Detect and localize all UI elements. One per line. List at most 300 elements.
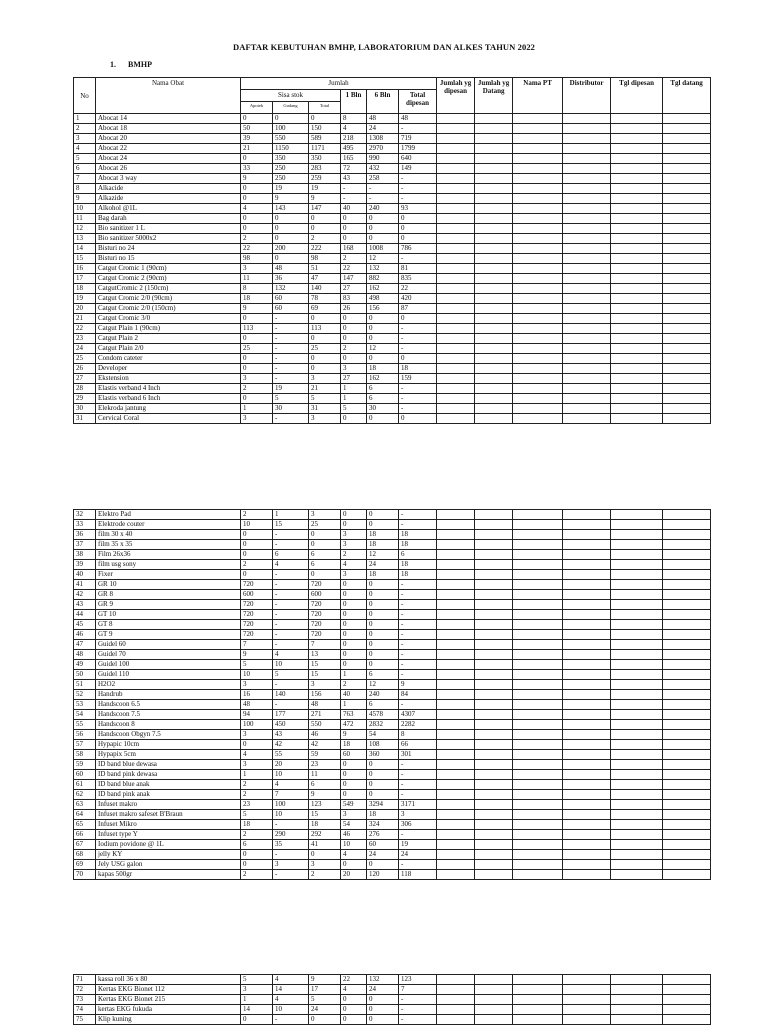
cell-tgl-datang (663, 600, 711, 610)
cell-1-bln: 0 (341, 610, 367, 620)
cell-distributor (563, 374, 611, 384)
cell-total: 0 (309, 334, 341, 344)
table-row (74, 184, 711, 194)
cell-no: 74 (74, 1005, 96, 1015)
cell-apotek: 5 (241, 810, 273, 820)
cell-total: 2 (309, 870, 341, 880)
cell-total-dipesan: 0 (399, 224, 437, 234)
table-row (74, 680, 711, 690)
cell-gudang: 9 (273, 194, 309, 204)
cell-jumlah-datang (475, 184, 513, 194)
cell-jumlah-datang (475, 640, 513, 650)
cell-total: 25 (309, 520, 341, 530)
cell-total-dipesan: 640 (399, 154, 437, 164)
cell-tgl-dipesan (611, 204, 663, 214)
cell-jumlah-datang (475, 780, 513, 790)
table-row (74, 214, 711, 224)
cell-total-dipesan: 420 (399, 294, 437, 304)
cell-tgl-datang (663, 274, 711, 284)
cell-distributor (563, 344, 611, 354)
cell-jumlah-dipesan (437, 560, 475, 570)
table-row (74, 244, 711, 254)
cell-tgl-dipesan (611, 580, 663, 590)
cell-1-bln: 0 (341, 630, 367, 640)
cell-no: 72 (74, 985, 96, 995)
cell-distributor (563, 284, 611, 294)
cell-tgl-dipesan (611, 620, 663, 630)
cell-total: 6 (309, 780, 341, 790)
cell-no: 48 (74, 650, 96, 660)
cell-no: 51 (74, 680, 96, 690)
cell-total-dipesan: 2282 (399, 720, 437, 730)
cell-jumlah-dipesan (437, 830, 475, 840)
cell-apotek: 0 (241, 860, 273, 870)
cell-6-bln: 240 (367, 204, 399, 214)
cell-6-bln: 24 (367, 560, 399, 570)
cell-nama-obat: Handscoon 6.5 (96, 700, 241, 710)
cell-jumlah-dipesan (437, 204, 475, 214)
header-nama-pt: Nama PT (513, 78, 563, 114)
cell-total-dipesan: - (399, 650, 437, 660)
cell-distributor (563, 414, 611, 424)
cell-gudang: - (273, 820, 309, 830)
cell-no: 2 (74, 124, 96, 134)
cell-gudang: 55 (273, 750, 309, 760)
cell-no: 6 (74, 164, 96, 174)
cell-distributor (563, 600, 611, 610)
cell-total: 222 (309, 244, 341, 254)
cell-tgl-datang (663, 224, 711, 234)
cell-1-bln: 168 (341, 244, 367, 254)
cell-6-bln: 0 (367, 234, 399, 244)
cell-6-bln: 0 (367, 324, 399, 334)
table-row (74, 124, 711, 134)
cell-apotek: 23 (241, 800, 273, 810)
cell-distributor (563, 254, 611, 264)
cell-distributor (563, 620, 611, 630)
cell-1-bln: 549 (341, 800, 367, 810)
cell-1-bln: 472 (341, 720, 367, 730)
cell-jumlah-dipesan (437, 790, 475, 800)
cell-jumlah-datang (475, 670, 513, 680)
cell-total: 600 (309, 590, 341, 600)
cell-no: 43 (74, 600, 96, 610)
cell-distributor (563, 760, 611, 770)
cell-nama-pt (513, 154, 563, 164)
cell-1-bln: 83 (341, 294, 367, 304)
cell-1-bln: 0 (341, 790, 367, 800)
cell-no: 8 (74, 184, 96, 194)
cell-total: 0 (309, 850, 341, 860)
cell-total: 15 (309, 810, 341, 820)
section-label: BMHP (128, 60, 152, 69)
cell-1-bln: 1 (341, 670, 367, 680)
cell-1-bln: 0 (341, 995, 367, 1005)
table-row (74, 800, 711, 810)
cell-no: 50 (74, 670, 96, 680)
cell-tgl-datang (663, 650, 711, 660)
cell-nama-obat: Bisturi no 15 (96, 254, 241, 264)
cell-tgl-datang (663, 540, 711, 550)
cell-jumlah-dipesan (437, 800, 475, 810)
cell-no: 24 (74, 344, 96, 354)
cell-distributor (563, 264, 611, 274)
cell-jumlah-datang (475, 840, 513, 850)
cell-apotek: 720 (241, 630, 273, 640)
cell-jumlah-dipesan (437, 710, 475, 720)
cell-total-dipesan: - (399, 860, 437, 870)
cell-jumlah-dipesan (437, 314, 475, 324)
cell-jumlah-datang (475, 760, 513, 770)
cell-nama-pt (513, 590, 563, 600)
cell-6-bln: 0 (367, 334, 399, 344)
cell-apotek: 0 (241, 740, 273, 750)
cell-tgl-dipesan (611, 780, 663, 790)
cell-nama-obat: GR 8 (96, 590, 241, 600)
cell-total-dipesan: 0 (399, 214, 437, 224)
cell-6-bln: 0 (367, 600, 399, 610)
header-1-bln: 1 Bln (341, 90, 367, 114)
cell-tgl-datang (663, 660, 711, 670)
cell-no: 25 (74, 354, 96, 364)
cell-jumlah-dipesan (437, 324, 475, 334)
cell-apotek: 720 (241, 610, 273, 620)
cell-jumlah-dipesan (437, 610, 475, 620)
cell-6-bln: 0 (367, 520, 399, 530)
cell-1-bln: 0 (341, 234, 367, 244)
cell-6-bln: 2970 (367, 144, 399, 154)
table-row (74, 274, 711, 284)
cell-nama-obat: Kertas EKG Bionet 112 (96, 985, 241, 995)
cell-jumlah-datang (475, 154, 513, 164)
cell-no: 22 (74, 324, 96, 334)
cell-nama-obat: Elektrode couter (96, 520, 241, 530)
cell-nama-pt (513, 264, 563, 274)
cell-1-bln: 43 (341, 174, 367, 184)
cell-nama-obat: GT 8 (96, 620, 241, 630)
cell-1-bln: 2 (341, 254, 367, 264)
cell-tgl-datang (663, 975, 711, 985)
cell-nama-pt (513, 850, 563, 860)
cell-distributor (563, 580, 611, 590)
cell-no: 32 (74, 510, 96, 520)
cell-apotek: 6 (241, 840, 273, 850)
table-row (74, 264, 711, 274)
cell-no: 70 (74, 870, 96, 880)
cell-distributor (563, 850, 611, 860)
cell-nama-pt (513, 690, 563, 700)
cell-apotek: 0 (241, 1015, 273, 1025)
cell-6-bln: 120 (367, 870, 399, 880)
table-row (74, 144, 711, 154)
cell-apotek: 8 (241, 284, 273, 294)
cell-tgl-dipesan (611, 304, 663, 314)
cell-distributor (563, 810, 611, 820)
table-row (74, 510, 711, 520)
cell-jumlah-dipesan (437, 124, 475, 134)
cell-1-bln: 26 (341, 304, 367, 314)
cell-jumlah-datang (475, 560, 513, 570)
cell-tgl-datang (663, 590, 711, 600)
table-row (74, 590, 711, 600)
table-row (74, 710, 711, 720)
cell-jumlah-datang (475, 660, 513, 670)
cell-jumlah-datang (475, 324, 513, 334)
cell-tgl-datang (663, 620, 711, 630)
cell-jumlah-dipesan (437, 214, 475, 224)
cell-total: 350 (309, 154, 341, 164)
cell-jumlah-dipesan (437, 294, 475, 304)
cell-total-dipesan: - (399, 995, 437, 1005)
cell-tgl-datang (663, 760, 711, 770)
cell-no: 31 (74, 414, 96, 424)
cell-1-bln: 40 (341, 690, 367, 700)
cell-nama-obat: Fixer (96, 570, 241, 580)
cell-jumlah-datang (475, 144, 513, 154)
cell-nama-pt (513, 560, 563, 570)
cell-6-bln: 240 (367, 690, 399, 700)
cell-nama-pt (513, 530, 563, 540)
cell-tgl-dipesan (611, 144, 663, 154)
cell-apotek: 720 (241, 600, 273, 610)
cell-tgl-dipesan (611, 294, 663, 304)
cell-nama-pt (513, 174, 563, 184)
cell-no: 12 (74, 224, 96, 234)
cell-tgl-dipesan (611, 184, 663, 194)
cell-nama-obat: Catgut Plain 2/0 (96, 344, 241, 354)
cell-distributor (563, 234, 611, 244)
cell-total: 6 (309, 550, 341, 560)
cell-total: 0 (309, 114, 341, 124)
cell-nama-obat: Handscoon 8 (96, 720, 241, 730)
cell-total: 9 (309, 975, 341, 985)
cell-6-bln: 12 (367, 680, 399, 690)
cell-jumlah-datang (475, 344, 513, 354)
cell-no: 52 (74, 690, 96, 700)
table-row (74, 770, 711, 780)
cell-total-dipesan: 0 (399, 354, 437, 364)
cell-tgl-dipesan (611, 224, 663, 234)
cell-6-bln: 162 (367, 284, 399, 294)
cell-total-dipesan: - (399, 184, 437, 194)
cell-distributor (563, 294, 611, 304)
cell-tgl-dipesan (611, 164, 663, 174)
bmhp-table-page-1 (73, 77, 711, 424)
cell-gudang: 4 (273, 975, 309, 985)
cell-jumlah-datang (475, 770, 513, 780)
cell-jumlah-dipesan (437, 334, 475, 344)
cell-gudang: 30 (273, 404, 309, 414)
cell-jumlah-dipesan (437, 985, 475, 995)
cell-nama-obat: kassa roll 36 x 80 (96, 975, 241, 985)
cell-no: 65 (74, 820, 96, 830)
cell-apotek: 39 (241, 134, 273, 144)
cell-tgl-datang (663, 720, 711, 730)
cell-jumlah-dipesan (437, 404, 475, 414)
cell-total: 25 (309, 344, 341, 354)
cell-6-bln: 0 (367, 354, 399, 364)
table-row (74, 840, 711, 850)
cell-tgl-datang (663, 680, 711, 690)
cell-tgl-dipesan (611, 530, 663, 540)
cell-total: 18 (309, 820, 341, 830)
cell-gudang: - (273, 600, 309, 610)
cell-jumlah-dipesan (437, 730, 475, 740)
cell-total-dipesan: - (399, 344, 437, 354)
cell-jumlah-datang (475, 264, 513, 274)
cell-1-bln: 72 (341, 164, 367, 174)
cell-distributor (563, 830, 611, 840)
cell-distributor (563, 550, 611, 560)
cell-nama-pt (513, 600, 563, 610)
cell-1-bln: 0 (341, 224, 367, 234)
table-row (74, 830, 711, 840)
cell-distributor (563, 354, 611, 364)
cell-tgl-dipesan (611, 740, 663, 750)
cell-apotek: 2 (241, 870, 273, 880)
cell-jumlah-dipesan (437, 840, 475, 850)
cell-gudang: 0 (273, 114, 309, 124)
cell-total-dipesan: 7 (399, 985, 437, 995)
cell-nama-pt (513, 820, 563, 830)
cell-distributor (563, 334, 611, 344)
cell-distributor (563, 570, 611, 580)
cell-total-dipesan: - (399, 580, 437, 590)
cell-1-bln: - (341, 184, 367, 194)
cell-distributor (563, 770, 611, 780)
cell-gudang: 35 (273, 840, 309, 850)
cell-1-bln: 0 (341, 414, 367, 424)
cell-nama-pt (513, 314, 563, 324)
cell-6-bln: 324 (367, 820, 399, 830)
cell-gudang: 550 (273, 134, 309, 144)
cell-jumlah-dipesan (437, 510, 475, 520)
cell-nama-obat: Jely USG galon (96, 860, 241, 870)
cell-gudang: 36 (273, 274, 309, 284)
cell-distributor (563, 214, 611, 224)
cell-apotek: 11 (241, 274, 273, 284)
cell-nama-obat: Kertas EKG Bionet 215 (96, 995, 241, 1005)
cell-total: 0 (309, 364, 341, 374)
cell-total-dipesan: 18 (399, 560, 437, 570)
cell-total-dipesan: - (399, 660, 437, 670)
cell-nama-obat: Klip kuning (96, 1015, 241, 1025)
cell-tgl-datang (663, 284, 711, 294)
cell-apotek: 0 (241, 194, 273, 204)
cell-nama-obat: H2O2 (96, 680, 241, 690)
cell-1-bln: 40 (341, 204, 367, 214)
cell-tgl-datang (663, 840, 711, 850)
cell-gudang: 48 (273, 264, 309, 274)
cell-no: 69 (74, 860, 96, 870)
cell-nama-obat: Handscoon Obgyn 7.5 (96, 730, 241, 740)
cell-jumlah-datang (475, 204, 513, 214)
table-row (74, 194, 711, 204)
cell-tgl-dipesan (611, 660, 663, 670)
cell-total: 0 (309, 314, 341, 324)
cell-nama-pt (513, 710, 563, 720)
cell-1-bln: 0 (341, 1005, 367, 1015)
cell-jumlah-dipesan (437, 720, 475, 730)
cell-total-dipesan: - (399, 324, 437, 334)
cell-distributor (563, 590, 611, 600)
cell-nama-obat: Iodium povidone @ 1L (96, 840, 241, 850)
cell-1-bln: 1 (341, 384, 367, 394)
cell-gudang: 14 (273, 985, 309, 995)
cell-tgl-datang (663, 164, 711, 174)
cell-tgl-datang (663, 690, 711, 700)
cell-nama-obat: ID band blue anak (96, 780, 241, 790)
cell-tgl-dipesan (611, 264, 663, 274)
cell-jumlah-datang (475, 550, 513, 560)
cell-gudang: - (273, 540, 309, 550)
cell-jumlah-dipesan (437, 670, 475, 680)
cell-6-bln: 0 (367, 1005, 399, 1015)
cell-tgl-dipesan (611, 374, 663, 384)
cell-6-bln: 3294 (367, 800, 399, 810)
cell-total-dipesan: - (399, 610, 437, 620)
cell-tgl-dipesan (611, 650, 663, 660)
table-row (74, 760, 711, 770)
table-row (74, 314, 711, 324)
cell-total-dipesan: - (399, 124, 437, 134)
cell-nama-obat: Abocat 3 way (96, 174, 241, 184)
cell-distributor (563, 404, 611, 414)
cell-tgl-datang (663, 610, 711, 620)
cell-gudang: 15 (273, 520, 309, 530)
cell-gudang: 3 (273, 860, 309, 870)
table-row (74, 690, 711, 700)
cell-total-dipesan: 306 (399, 820, 437, 830)
cell-jumlah-datang (475, 630, 513, 640)
cell-nama-pt (513, 620, 563, 630)
cell-6-bln: 48 (367, 114, 399, 124)
cell-jumlah-datang (475, 354, 513, 364)
cell-gudang: 140 (273, 690, 309, 700)
cell-6-bln: 24 (367, 850, 399, 860)
cell-total-dipesan: 6 (399, 550, 437, 560)
table-row (74, 560, 711, 570)
cell-tgl-dipesan (611, 364, 663, 374)
cell-gudang: 0 (273, 234, 309, 244)
cell-6-bln: 0 (367, 860, 399, 870)
cell-tgl-dipesan (611, 134, 663, 144)
cell-distributor (563, 650, 611, 660)
cell-total: 720 (309, 580, 341, 590)
cell-tgl-datang (663, 750, 711, 760)
cell-tgl-datang (663, 404, 711, 414)
cell-jumlah-datang (475, 590, 513, 600)
cell-total: 0 (309, 214, 341, 224)
cell-total-dipesan: 159 (399, 374, 437, 384)
cell-tgl-dipesan (611, 810, 663, 820)
cell-tgl-dipesan (611, 244, 663, 254)
cell-total: 7 (309, 640, 341, 650)
cell-jumlah-dipesan (437, 870, 475, 880)
cell-apotek: 3 (241, 414, 273, 424)
cell-tgl-datang (663, 264, 711, 274)
cell-no: 38 (74, 550, 96, 560)
cell-nama-obat: Bio sanitizer 1 L (96, 224, 241, 234)
cell-tgl-dipesan (611, 640, 663, 650)
cell-apotek: 10 (241, 670, 273, 680)
cell-total: 0 (309, 1015, 341, 1025)
cell-total-dipesan: 0 (399, 414, 437, 424)
cell-nama-pt (513, 660, 563, 670)
cell-gudang: 143 (273, 204, 309, 214)
cell-nama-obat: Infuset makro (96, 800, 241, 810)
cell-distributor (563, 540, 611, 550)
